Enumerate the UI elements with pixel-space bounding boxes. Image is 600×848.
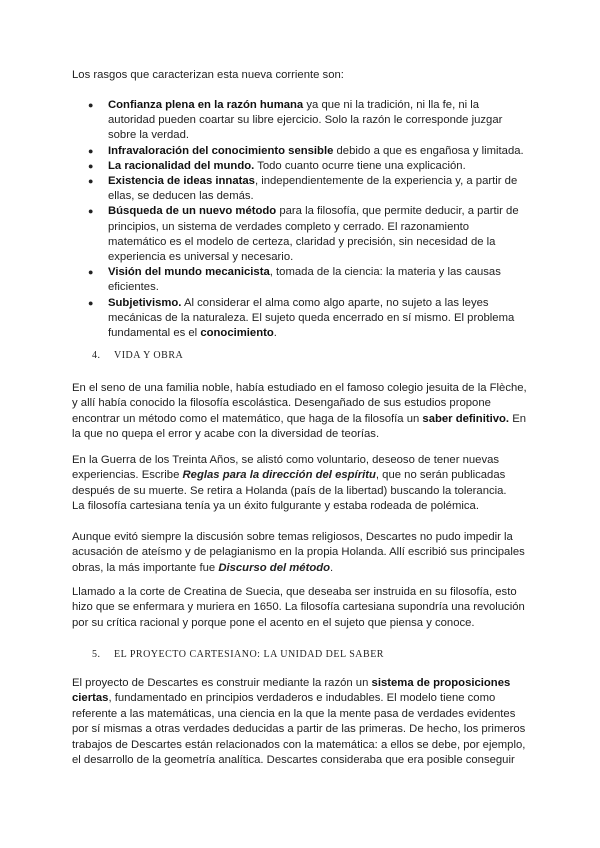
list-item: ● Subjetivismo. Al considerar el alma como algo aparte, no sujeto a las leyes mecánicas de la naturaleza. El sujeto queda encerrado en sí mismo. El problema fundamental es el conocimiento. [88, 296, 528, 342]
list-item: ● Búsqueda de un nuevo método para la filosofía, que permite deducir, a partir de principios, un sistema de verdades completo y cerrado. El razonamiento matemático es el modelo de certeza, claridad y precisión, sin necesidad de la experiencia es universal y necesario. [88, 204, 528, 265]
section-heading-vida-y-obra: 4. VIDA Y OBRA [92, 350, 184, 361]
intro-text: Los rasgos que caracterizan esta nueva corriente son: [72, 69, 344, 81]
paragraph: En el seno de una familia noble, había estudiado en el famoso colegio jesuita de la Flèche, y allí había conocido la filosofía escolástica. Desengañado de sus estudios propone encontrar un método como el matemático, que haga de la filosofía un saber definitivo. En la que no quepa el error y acabe con la diversidad de teorías. [72, 382, 527, 441]
paragraph: En la Guerra de los Treinta Años, se alistó como voluntario, deseoso de tener nuevas experiencias. Escribe Reglas para la dirección del espíritu, que no serán publicadas después de su muerte. Se retira a Holanda (país de la libertad) buscando la tolerancia. La filosofía cartesiana tenía ya un éxito fulgurante y estaba rodeada de polémica. [72, 454, 507, 513]
paragraph: Aunque evitó siempre la discusión sobre temas religiosos, Descartes no pudo impedir la acusación de ateísmo y de pelagianismo en la propia Holanda. Allí escribió sus principales obras, la más importante fue Discurso del método. [72, 531, 525, 574]
section-heading-proyecto-cartesiano: 5. EL PROYECTO CARTESIANO: LA UNIDAD DEL SABER [92, 649, 384, 660]
traits-list [88, 98, 528, 341]
list-item: ● La racionalidad del mundo. Todo cuanto ocurre tiene una explicación. [88, 159, 528, 174]
list-item: ● Visión del mundo mecanicista, tomada de la ciencia: la materia y las causas eficientes. [88, 265, 528, 295]
list-item: ● Existencia de ideas innatas, independientemente de la experiencia y, a partir de ellas, se deducen las demás. [88, 174, 528, 204]
list-item: ● Infravaloración del conocimiento sensible debido a que es engañosa y limitada. [88, 144, 528, 159]
list-item: ● Confianza plena en la razón humana ya que ni la tradición, ni lla fe, ni la autoridad pueden coartar su libre ejercicio. Solo la razón le corresponde juzgar sobre la verdad. [88, 98, 528, 144]
paragraph: El proyecto de Descartes es construir mediante la razón un sistema de proposiciones ciertas, fundamentado en principios verdaderos e indudables. El modelo tiene como referente a las matemáticas, una ciencia en la que la mente pasa de verdades evidentes por sí mismas a otras verdades deducidas a partir de las primeras. De hecho, los primeros trabajos de Descartes están relacionados con la matemática: a ellos se debe, por ejemplo, el desarrollo de la geometría analítica. Descartes consideraba que era posible conseguir [72, 677, 526, 767]
paragraph: Llamado a la corte de Creatina de Suecia, que deseaba ser instruida en su filosofía, esto hizo que se enfermara y muriera en 1650. La filosofía cartesiana supondría una revolución por su crítica racional y porque pone el acento en el sujeto que piensa y conoce. [72, 586, 525, 629]
